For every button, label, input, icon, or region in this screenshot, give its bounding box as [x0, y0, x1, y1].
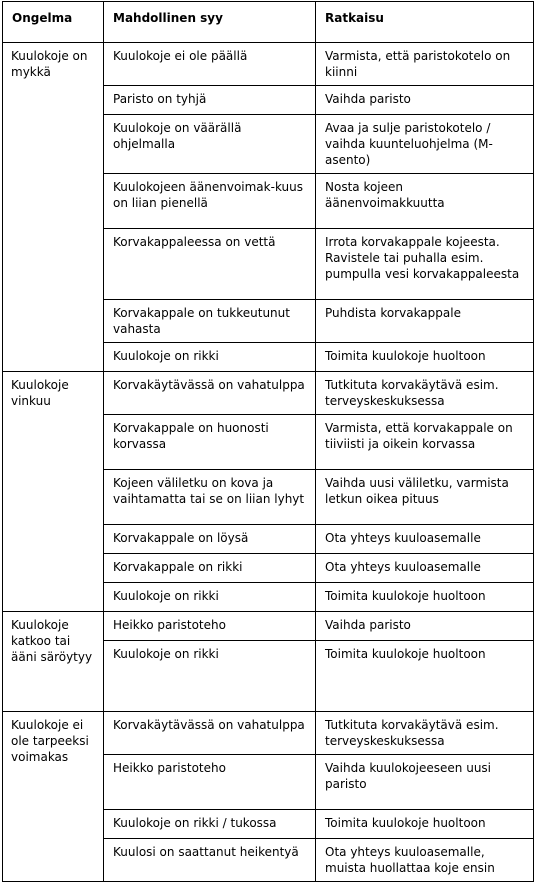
fix-cell: Nosta kojeen äänenvoimakkuutta	[316, 174, 534, 229]
fix-cell: Tutkituta korvakäytävä esim. terveyskeskuksessa	[316, 372, 534, 415]
fix-cell: Ota yhteys kuuloasemalle	[316, 525, 534, 554]
fix-cell: Vaihda kuulokojeeseen uusi paristo	[316, 755, 534, 810]
cause-cell: Korvakappale on löysä	[104, 525, 316, 554]
problem-cell: Kuulokoje vinkuu	[3, 372, 104, 612]
cause-cell: Korvakappale on tukkeutunut vahasta	[104, 300, 316, 343]
fix-cell: Vaihda paristo	[316, 86, 534, 115]
table-body	[3, 43, 534, 882]
cause-cell: Kuulokojeen äänenvoimak-kuus on liian pienellä	[104, 174, 316, 229]
table-row	[3, 712, 534, 755]
header-cause: Mahdollinen syy	[104, 2, 316, 43]
cause-cell: Kuulosi on saattanut heikentyä	[104, 839, 316, 882]
table-row	[3, 43, 534, 86]
fix-cell: Toimita kuulokoje huoltoon	[316, 810, 534, 839]
cause-cell: Korvakäytävässä on vahatulppa	[104, 372, 316, 415]
header-problem: Ongelma	[3, 2, 104, 43]
fix-cell: Vaihda paristo	[316, 612, 534, 641]
fix-cell: Ota yhteys kuuloasemalle	[316, 554, 534, 583]
cause-cell: Korvakappale on rikki	[104, 554, 316, 583]
fix-cell: Varmista, että paristokotelo on kiinni	[316, 43, 534, 86]
fix-cell: Avaa ja sulje paristokotelo / vaihda kuunteluohjelma (M-asento)	[316, 115, 534, 174]
cause-cell: Kuulokoje on rikki / tukossa	[104, 810, 316, 839]
table-header	[3, 2, 534, 43]
table-row	[3, 372, 534, 415]
cause-cell: Kojeen väliletku on kova ja vaihtamatta tai se on liian lyhyt	[104, 470, 316, 525]
cause-cell: Kuulokoje on väärällä ohjelmalla	[104, 115, 316, 174]
cause-cell: Kuulokoje on rikki	[104, 343, 316, 372]
problem-cell: Kuulokoje ei ole tarpeeksi voimakas	[3, 712, 104, 882]
header-row	[3, 2, 534, 43]
cause-cell: Kuulokoje ei ole päällä	[104, 43, 316, 86]
fix-cell: Ota yhteys kuuloasemalle, muista huollattaa koje ensin	[316, 839, 534, 882]
cause-cell: Kuulokoje on rikki	[104, 641, 316, 712]
fix-cell: Toimita kuulokoje huoltoon	[316, 583, 534, 612]
fix-cell: Irrota korvakappale kojeesta. Ravistele tai puhalla esim. pumpulla vesi korvakappaleesta	[316, 229, 534, 300]
fix-cell: Tutkituta korvakäytävä esim. terveyskeskuksessa	[316, 712, 534, 755]
cause-cell: Paristo on tyhjä	[104, 86, 316, 115]
fix-cell: Toimita kuulokoje huoltoon	[316, 641, 534, 712]
cause-cell: Heikko paristoteho	[104, 755, 316, 810]
cause-cell: Korvakappale on huonosti korvassa	[104, 415, 316, 470]
fix-cell: Vaihda uusi väliletku, varmista letkun oikea pituus	[316, 470, 534, 525]
cause-cell: Heikko paristoteho	[104, 612, 316, 641]
troubleshooting-table	[2, 1, 534, 882]
table-row	[3, 612, 534, 641]
fix-cell: Puhdista korvakappale	[316, 300, 534, 343]
cause-cell: Korvakäytävässä on vahatulppa	[104, 712, 316, 755]
cause-cell: Kuulokoje on rikki	[104, 583, 316, 612]
fix-cell: Toimita kuulokoje huoltoon	[316, 343, 534, 372]
problem-cell: Kuulokoje katkoo tai ääni säröytyy	[3, 612, 104, 712]
fix-cell: Varmista, että korvakappale on tiiviisti ja oikein korvassa	[316, 415, 534, 470]
cause-cell: Korvakappaleessa on vettä	[104, 229, 316, 300]
problem-cell: Kuulokoje on mykkä	[3, 43, 104, 372]
header-fix: Ratkaisu	[316, 2, 534, 43]
